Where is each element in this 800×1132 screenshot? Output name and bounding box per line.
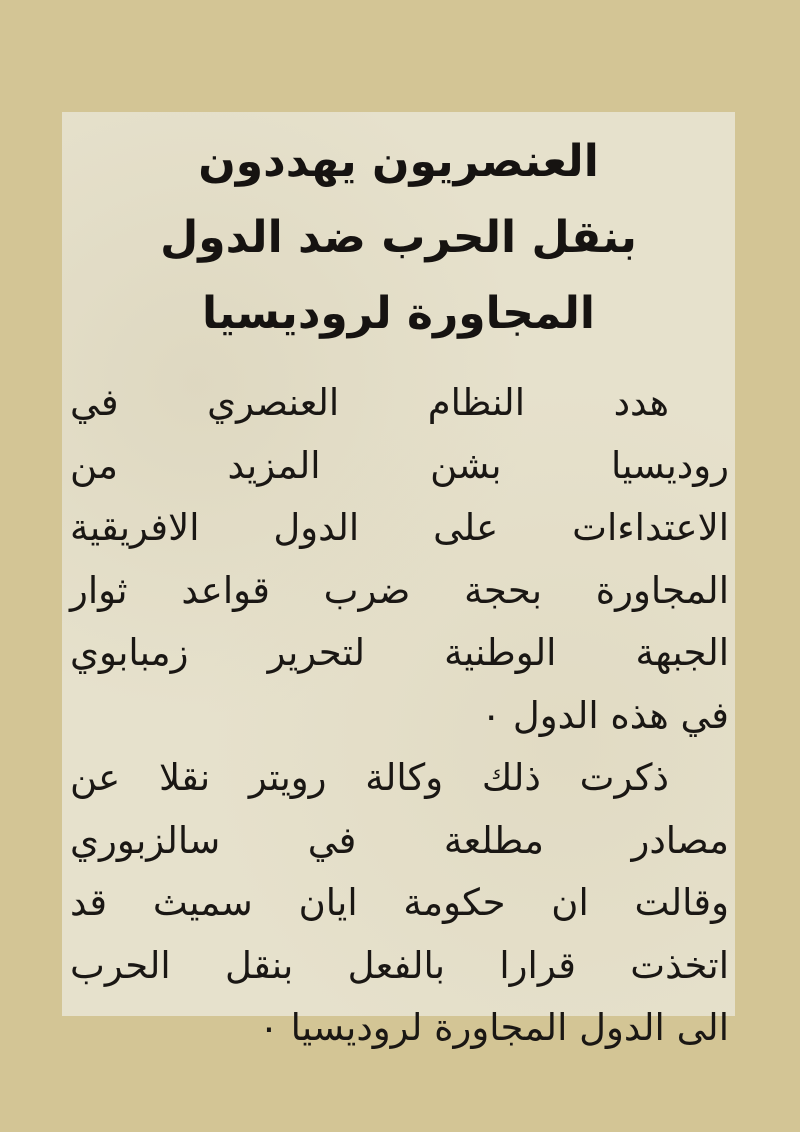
body-line: وقالت ان حكومة ايان سميث قد — [70, 881, 729, 924]
headline-line: بنقل الحرب ضد الدول — [160, 212, 637, 263]
body-line: في هذه الدول ٠ — [481, 693, 729, 737]
headline-line: المجاورة لروديسيا — [202, 288, 595, 339]
body-line: الاعتداءات على الدول الافريقية — [70, 506, 729, 549]
body-line: الجبهة الوطنية لتحرير زمبابوي — [70, 631, 729, 674]
body-line: ذكرت ذلك وكالة رويتر نقلا عن — [70, 756, 669, 799]
body-line: المجاورة بحجة ضرب قواعد ثوار — [70, 568, 729, 612]
body-line: مصادر مطلعة في سالزبوري — [70, 818, 729, 862]
body-line: الى الدول المجاورة لروديسيا ٠ — [258, 1006, 729, 1049]
article-headline — [132, 124, 665, 352]
body-line: هدد النظام العنصري في — [70, 381, 669, 424]
newspaper-clipping — [62, 112, 735, 1049]
headline-line: العنصريون يهددون — [198, 136, 599, 187]
body-line: روديسيا بشن المزيد من — [70, 443, 729, 487]
article-body — [70, 372, 729, 1060]
body-line: اتخذت قرارا بالفعل بنقل الحرب — [70, 943, 729, 987]
